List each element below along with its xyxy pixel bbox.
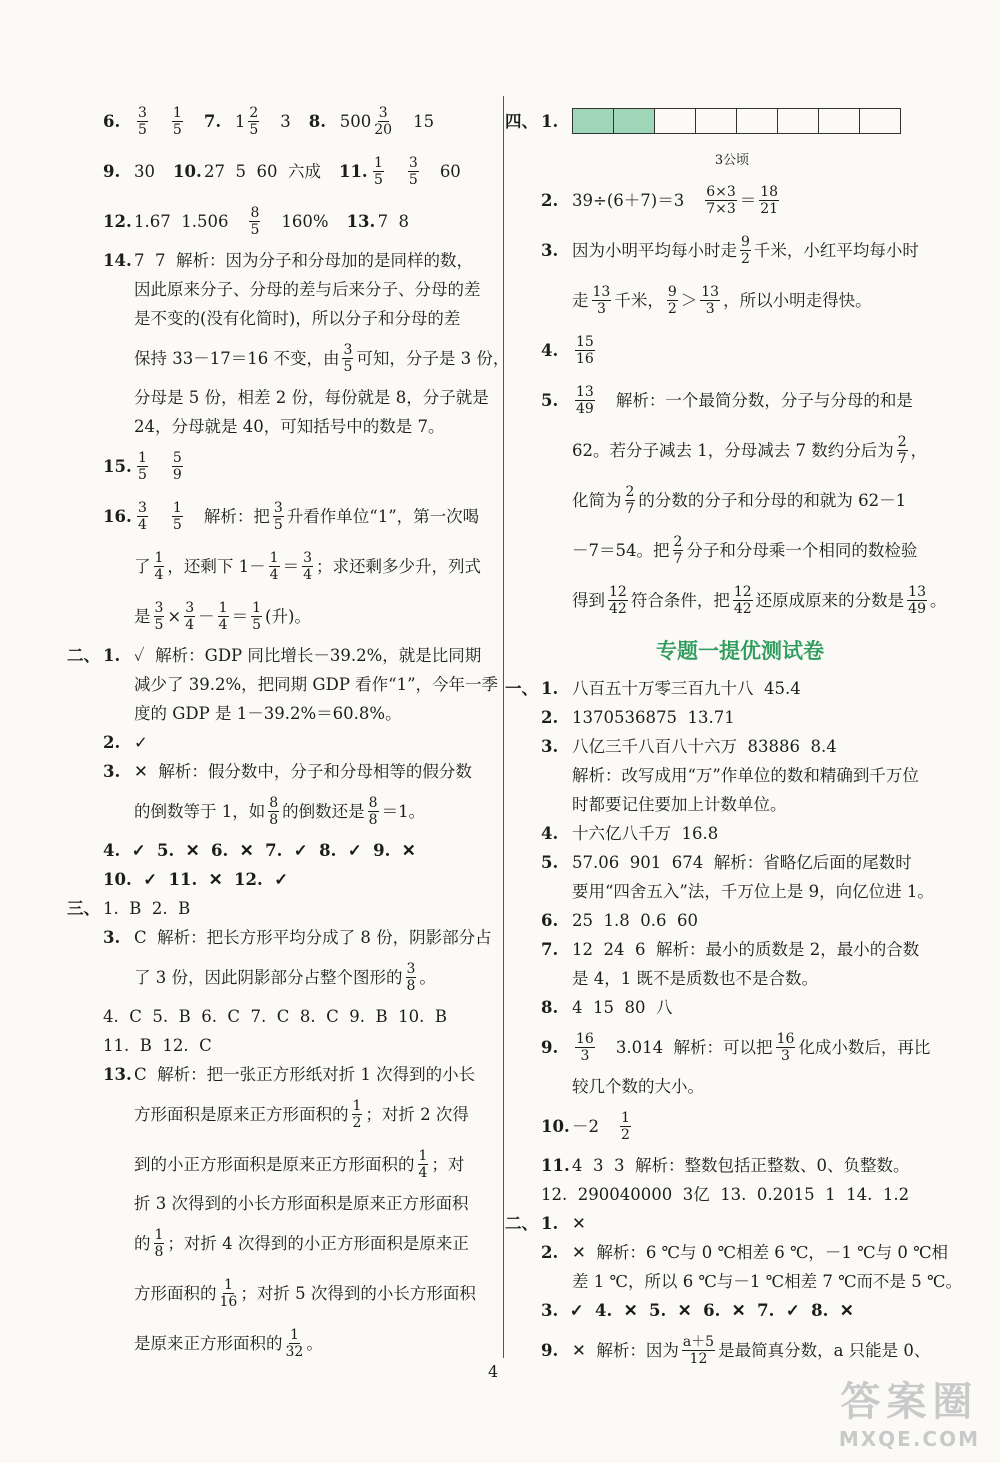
item-number: 14. <box>103 251 132 270</box>
test-title: 专题一提优测试卷 <box>656 639 824 663</box>
answer-15 <box>103 441 489 491</box>
fraction: $\frac{8}{8}$ <box>368 794 378 828</box>
item-number: 1. <box>541 1214 559 1233</box>
item-number: 2. <box>103 733 121 752</box>
section-3-answer-1-2: 三、 1. B 2. B <box>103 894 489 923</box>
fraction: $\frac{3}{5}$ <box>343 341 353 375</box>
item-number: 12. <box>103 211 132 231</box>
explanation-line: 方形面积的 $\frac{1}{16}$ ；对折 5 次得到的小长方形面积 <box>134 1276 476 1310</box>
fraction: $\frac{1}{2}$ <box>352 1097 362 1131</box>
fraction: $\frac{13}{49}$ <box>908 583 926 617</box>
section-4-answer-1 <box>505 96 939 146</box>
explanation-line: －7＝54。把 $\frac{2}{7}$ 分子和分母乘一个相同的数检验 <box>572 533 918 567</box>
section-1-answer-2: 2. 1370536875 13.71 <box>541 708 735 727</box>
explanation-line: 方形面积是原来正方形面积的 $\frac{1}{2}$ ；对折 2 次得 <box>134 1097 469 1131</box>
answer-16: 16. $\frac{3}{4}$ $\frac{1}{5}$ 解析：把 $\frac{3}{5}$ 升看作单位“1”，第一次喝 <box>103 499 480 533</box>
explanation-line: 是原来正方形面积的 $\frac{1}{32}$ 。 <box>134 1326 323 1360</box>
fraction: $\frac{3}{5}$ <box>273 499 283 533</box>
item-number: 8. <box>308 111 326 131</box>
explanation-line: 折 3 次得到的小长方形面积是原来正方形面积 <box>134 1194 469 1213</box>
section-3-answer-3: 3. C 解析：把长方形平均分成了 8 份，阴影部分占 <box>103 923 489 952</box>
bar-brace-label: 3公顷 <box>714 153 750 168</box>
section-label: 三、 <box>67 899 100 918</box>
fraction: $\frac{1}{5}$ <box>172 104 182 138</box>
fraction: $\frac{3}{5}$ <box>408 154 418 188</box>
fraction: $\frac{1}{5}$ <box>373 154 383 188</box>
fraction: $\frac{12}{42}$ <box>609 583 627 617</box>
explanation-line: 解析：改写成用“万”作单位的数和精确到千万位 <box>572 766 919 785</box>
item-number: 5. <box>541 390 559 410</box>
section-2-answer-1: 二、 1. ✕ <box>541 1209 939 1238</box>
item-number: 15. <box>103 456 132 476</box>
item-number: 3. <box>103 928 121 947</box>
fraction: $\frac{1}{16}$ <box>219 1276 238 1310</box>
item-number: 3. <box>541 240 559 260</box>
fraction: $\frac{5}{9}$ <box>172 449 182 483</box>
section-1-answer-9: 9. $\frac{16}{3}$ 3.014 解析：可以把 $\frac{16}{3}$ 化成小数后，再比 <box>541 1030 931 1064</box>
fraction: $\frac{1}{5}$ <box>252 599 262 633</box>
item-number: 9. <box>541 1340 559 1360</box>
fraction: $\frac{3}{4}$ <box>303 549 313 583</box>
section-4-answer-2: 2. 39÷(6＋7)＝3 $\frac{6\times 3}{7\times 3}$ ＝ $\frac{18}{21}$ <box>541 183 779 217</box>
fraction: $\frac{3}{5}$ <box>138 104 147 138</box>
answer-row-12-14: 12. 290040000 3亿 13. 0.2015 1 14. 1.2 <box>541 1185 910 1204</box>
item-number: 7. <box>203 111 222 131</box>
fraction: $\frac{1}{8}$ <box>154 1226 164 1260</box>
fraction: $\frac{1}{4}$ <box>218 599 228 633</box>
section-label: 四、 <box>505 111 538 131</box>
item-number: 9. <box>103 161 121 181</box>
section-3-answer-13: 13. C 解析：把一张正方形纸对折 1 次得到的小长 <box>103 1060 489 1089</box>
answer-row-12-13: 12. 1.67 1.506 $\frac{8}{5}$ 160% 13. 7 8 <box>103 204 410 238</box>
section-1-answer-6: 6. 25 1.8 0.6 60 <box>541 911 698 930</box>
fraction: $\frac{3}{20}$ <box>374 104 393 138</box>
answer-row-4-9: 4. ✓ 5. ✕ 6. ✕ 7. ✓ 8. ✓ 9. ✕ <box>103 841 416 860</box>
item-number: 1. <box>103 646 121 665</box>
explanation-line: 减少了 39.2%，把同期 GDP 看作“1”，今年一季 <box>134 675 499 694</box>
fraction: $\frac{18}{21}$ <box>760 183 779 217</box>
fraction: $\frac{3}{4}$ <box>138 499 147 533</box>
explanation-line: 时都要记住要加上计数单位。 <box>572 795 787 814</box>
explanation-line: 要用“四舍五入”法，千万位上是 9，向亿位进 1。 <box>572 882 934 901</box>
section-1-answer-4: 4. 十六亿八千万 16.8 <box>541 824 719 843</box>
answer-row-4-10: 4. C 5. B 6. C 7. C 8. C 9. B 10. B <box>103 1007 447 1026</box>
column-divider <box>503 96 504 1358</box>
fraction: $\frac{13}{49}$ <box>576 383 594 417</box>
fraction: $\frac{16}{3}$ <box>576 1030 594 1064</box>
fraction: $\frac{3}{5}$ <box>154 599 164 633</box>
item-number: 10. <box>173 161 202 181</box>
fraction: $\frac{2}{7}$ <box>897 433 907 467</box>
item-number: 9. <box>541 1037 559 1057</box>
fraction: $\frac{8}{5}$ <box>250 204 260 238</box>
fraction: $\frac{12}{42}$ <box>733 583 752 617</box>
section-4-answer-4 <box>541 325 939 375</box>
section-2-answer-9: 9. ✕ 解析：因为 $\frac{a+5}{12}$ 是最简真分数，a 只能是 0、 <box>541 1333 931 1367</box>
answer-14: 14. 7 7 解析：因为分子和分母加的是同样的数， <box>103 246 489 275</box>
fraction: $\frac{2}{7}$ <box>673 533 683 567</box>
explanation-line: 是 $\frac{3}{5}$ × $\frac{3}{4}$ － $\frac{1}{4}$ ＝ $\frac{1}{5}$ (升)。 <box>134 599 311 633</box>
fraction: $\frac{16}{3}$ <box>776 1030 795 1064</box>
explanation-line: 是 4，1 既不是质数也不是合数。 <box>572 969 818 988</box>
explanation-line: 的 $\frac{1}{8}$ ；对折 4 次得到的小正方形面积是原来正 <box>134 1226 469 1260</box>
item-number: 13. <box>346 211 376 231</box>
explanation-line: 的倒数等于 1，如 $\frac{8}{8}$ 的倒数还是 $\frac{8}{8}$ ＝1。 <box>134 794 426 828</box>
explanation-line: 度的 GDP 是 1－39.2%＝60.8%。 <box>134 704 402 723</box>
section-1-answer-1: 一、 1. 八百五十万零三百九十八 45.4 <box>541 674 939 703</box>
section-2-answer-3: 3. ✕ 解析：假分数中，分子和分母相等的假分数 <box>103 757 489 786</box>
explanation-line: 分母是 5 份，相差 2 份，每份就是 8，分子就是 <box>134 388 489 407</box>
fraction: $\frac{1}{4}$ <box>154 549 164 583</box>
fraction: $\frac{1}{5}$ <box>138 449 147 483</box>
right-column <box>505 96 962 1375</box>
item-number: 11. <box>338 161 368 181</box>
fraction: $\frac{9}{2}$ <box>667 283 677 317</box>
answer-row-9-11: 9. 30 10. 27 5 60 六成 11. $\frac{1}{5}$ $\frac{3}{5}$ 60 <box>103 154 461 188</box>
fraction: $\frac{8}{8}$ <box>269 794 279 828</box>
section-label: 二、 <box>505 1214 538 1233</box>
watermark: 答案圈 MXQE.COM <box>838 1379 980 1451</box>
fraction: $\frac{15}{16}$ <box>576 333 594 367</box>
section-1-answer-3: 3. 八亿三千八百八十六万 83886 8.4 <box>541 737 837 756</box>
page-number: 4 <box>488 1362 499 1381</box>
section-1-answer-5: 5. 57.06 901 674 解析：省略亿后面的尾数时 <box>541 853 912 872</box>
item-number: 1. <box>541 111 559 131</box>
section-1-answer-8: 8. 4 15 80 八 <box>541 998 673 1017</box>
section-1-answer-7: 7. 12 24 6 解析：最小的质数是 2，最小的合数 <box>541 940 920 959</box>
fraction: $\frac{3}{4}$ <box>185 599 195 633</box>
fraction: $\frac{9}{2}$ <box>741 233 750 267</box>
item-number: 13. <box>103 1065 132 1084</box>
left-column <box>67 96 510 1368</box>
explanation-line: 走 $\frac{13}{3}$ 千米， $\frac{9}{2}$ ＞ $\frac{13}{3}$ ，所以小明走得快。 <box>572 283 872 317</box>
explanation-line: 了 $\frac{1}{4}$ ，还剩下 1－ $\frac{1}{4}$ ＝ $\frac{3}{4}$ ；求还剩多少升，列式 <box>134 549 482 583</box>
explanation-line: 了 3 份，因此阴影部分占整个图形的 $\frac{3}{8}$ 。 <box>134 960 436 994</box>
item-number: 3. <box>103 762 121 781</box>
explanation-line: 因此原来分子、分母的差与后来分子、分母的差 <box>134 280 481 299</box>
fraction: $\frac{13}{3}$ <box>592 283 611 317</box>
explanation-line: 是不变的(没有化简时)，所以分子和分母的差 <box>134 309 461 328</box>
fraction: $\frac{6\times 3}{7\times 3}$ <box>706 183 736 217</box>
fraction: $\frac{2}{5}$ <box>249 104 259 138</box>
fraction: $\frac{3}{8}$ <box>406 960 416 994</box>
section-1-answer-11: 11. 4 3 3 解析：整数包括正整数、0、负整数。 <box>541 1156 910 1175</box>
section-label: 一、 <box>505 679 538 698</box>
explanation-line: 到的小正方形面积是原来正方形面积的 $\frac{1}{4}$ ；对 <box>134 1147 465 1181</box>
section-4-answer-5: 5. $\frac{13}{49}$ 解析：一个最简分数，分子与分母的和是 <box>541 383 913 417</box>
fraction: $\frac{1}{32}$ <box>285 1326 304 1360</box>
answer-row-6-8: 6. $\frac{3}{5}$ $\frac{1}{5}$ 7. 1 $\frac{2}{5}$ 3 8. 500 $\frac{3}{20}$ 15 <box>103 104 435 138</box>
fraction: $\frac{1}{2}$ <box>621 1109 630 1143</box>
answer-row-10-12: 10. ✓ 11. ✕ 12. ✓ <box>103 870 289 889</box>
fraction: $\frac{2}{7}$ <box>625 483 635 517</box>
section-2-answer-2: 2. ✓ <box>103 728 489 757</box>
section-label: 二、 <box>67 646 100 665</box>
area-bar-diagram <box>572 108 901 134</box>
section-2-answer-1: 二、 1. ✓ 解析：GDP 同比增长－39.2%，就是比同期 <box>103 641 489 670</box>
explanation-line: 较几个数的大小。 <box>572 1077 704 1096</box>
explanation-line: 化简为 $\frac{2}{7}$ 的分数的分子和分母的和就为 62－1 <box>572 483 907 517</box>
section-1-answer-10: 10. －2 $\frac{1}{2}$ <box>541 1109 630 1143</box>
item-number: 6. <box>103 111 121 131</box>
fraction: $\frac{a+5}{12}$ <box>682 1333 715 1367</box>
answer-row-3-8: 3. ✓ 4. ✕ 5. ✕ 6. ✕ 7. ✓ 8. ✕ <box>541 1301 854 1320</box>
fraction: $\frac{13}{3}$ <box>701 283 720 317</box>
item-number: 16. <box>103 506 132 526</box>
fraction: $\frac{1}{4}$ <box>269 549 279 583</box>
explanation-line: 差 1 ℃，所以 6 ℃与－1 ℃相差 7 ℃而不是 5 ℃。 <box>572 1272 962 1291</box>
section-2-answer-2: 2. ✕ 解析：6 ℃与 0 ℃相差 6 ℃，－1 ℃与 0 ℃相 <box>541 1243 949 1262</box>
item-number: 10. <box>541 1116 570 1136</box>
item-number: 4. <box>541 340 559 360</box>
item-number: 2. <box>541 190 559 210</box>
fraction: $\frac{1}{5}$ <box>172 499 182 533</box>
explanation-line: 保持 33－17＝16 不变，由 $\frac{3}{5}$ 可知，分子是 3 份， <box>134 341 510 375</box>
section-4-answer-3: 3. 因为小明平均每小时走 $\frac{9}{2}$ 千米，小红平均每小时 <box>541 233 919 267</box>
answer-row-11-12: 11. B 12. C <box>103 1036 212 1055</box>
explanation-line: 得到 $\frac{12}{42}$ 符合条件，把 $\frac{12}{42}$ 还原成原来的分数是 $\frac{13}{49}$ 。 <box>572 583 947 617</box>
fraction: $\frac{1}{4}$ <box>418 1147 428 1181</box>
explanation-line: 62。若分子减去 1，分母减去 7 数约分后为 $\frac{2}{7}$ ， <box>572 433 928 467</box>
explanation-line: 24，分母就是 40，可知括号中的数是 7。 <box>134 417 445 436</box>
